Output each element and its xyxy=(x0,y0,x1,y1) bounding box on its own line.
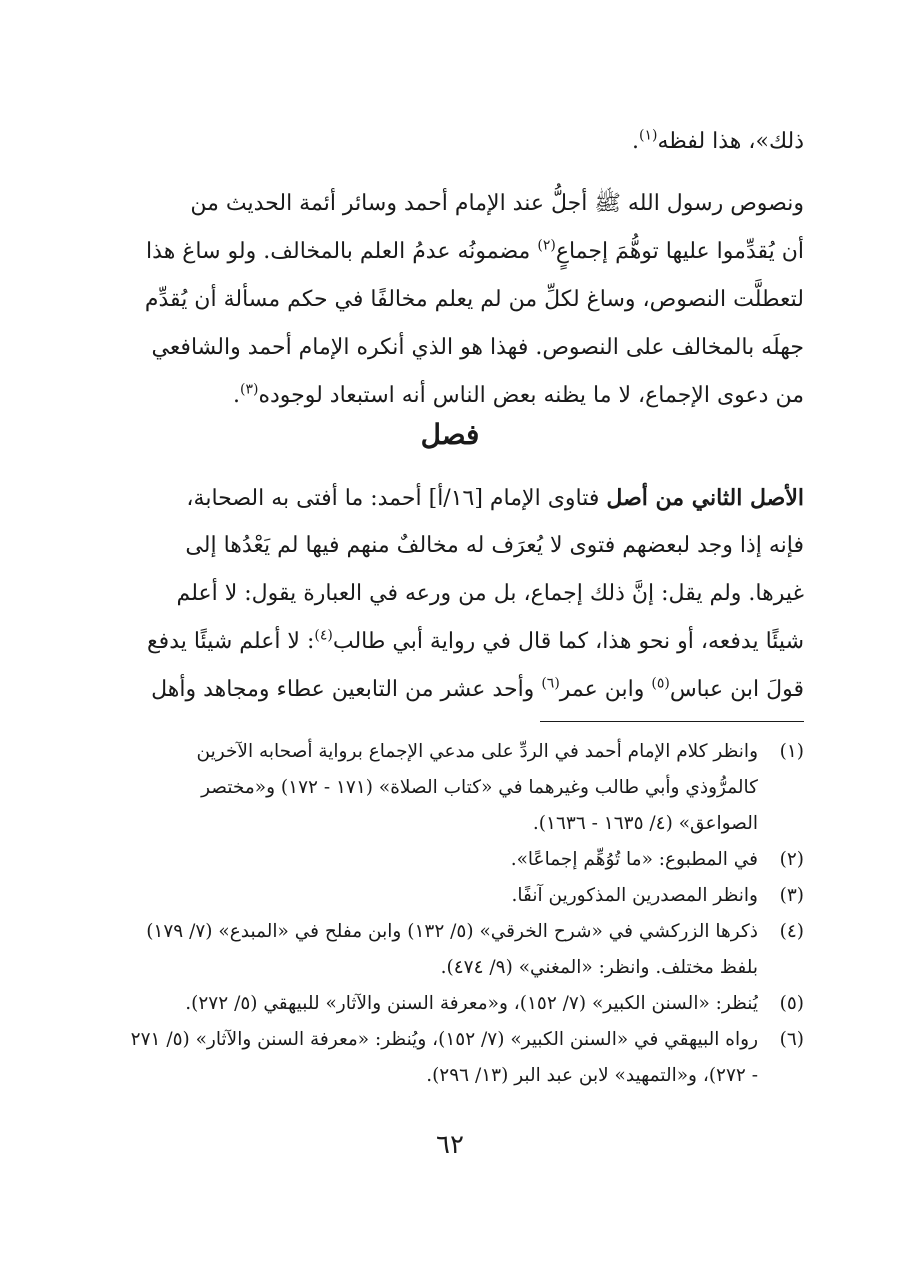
footnote-1 xyxy=(100,734,804,842)
text-line: جهلَه بالمخالف على النصوص. فهذا هو الذي أنكره الإمام أحمد والشافعي xyxy=(151,335,804,360)
footnote-number: (٢) xyxy=(779,849,804,870)
footnote-number: (٤) xyxy=(779,921,804,942)
footnote-ref: (٣) xyxy=(239,381,259,398)
footnote-ref: (٦) xyxy=(541,675,560,692)
text-line: من دعوى الإجماع، لا ما يظنه بعض الناس أنه استبعاد لوجوده$^{(٣)}$. xyxy=(232,381,804,408)
footnote-6 xyxy=(100,1022,804,1094)
text-line: الأصل الثاني من أصل فتاوى الإمام [١٦/أ] أحمد: ما أفتى به الصحابة، xyxy=(186,485,804,511)
text-line: ونصوص رسول الله ﷺ أجلُّ عند الإمام أحمد وسائر أئمة الحديث من xyxy=(190,191,804,216)
footnote-2 xyxy=(100,842,804,878)
footnote-text: يُنظر: «السنن الكبير» (٧/ ١٥٢)، و«معرفة السنن والآثار» للبيهقي (٥/ ٢٧٢). xyxy=(185,993,758,1014)
footnote-text: في المطبوع: «ما تُوُهِّم إجماعًا». xyxy=(510,849,758,870)
paragraph-continuation xyxy=(100,118,804,166)
footnote-text: وانظر كلام الإمام أحمد في الردِّ على مدعي الإجماع برواية أصحابه الآخرين xyxy=(196,741,758,762)
footnote-ref: (٤) xyxy=(314,627,333,644)
footnote-ref: (٥) xyxy=(651,675,670,692)
page-number: ٦٢ xyxy=(436,1130,464,1160)
footnote-text: الصواعق» (٤/ ١٦٣٥ - ١٦٣٦). xyxy=(532,813,758,834)
footnote-text: بلفظ مختلف. وانظر: «المغني» (٩/ ٤٧٤). xyxy=(440,957,758,978)
footnote-separator xyxy=(540,721,804,722)
footnotes xyxy=(100,734,804,1094)
text-line: فإنه إذا وجد لبعضهم فتوى لا يُعرَف له مخالفٌ منهم فيها لم يَعْدُها إلى xyxy=(185,533,804,558)
paragraph-texts-consensus xyxy=(100,180,804,420)
footnote-number: (١) xyxy=(779,741,804,762)
text-line: قولَ ابن عباس$^{(٥)}$ وابن عمر$^{(٦)}$ وأحد عشر من التابعين عطاء ومجاهد وأهل xyxy=(151,675,804,702)
footnote-text: كالمرُّوذي وأبي طالب وغيرهما في «كتاب الصلاة» (١٧١ - ١٧٢) و«مختصر xyxy=(201,777,758,798)
footnote-ref: (١) xyxy=(639,127,658,144)
text-line: أن يُقدِّموا عليها توهُّمَ إجماعٍ$^{(٢)}$ مضمونُه عدمُ العلم بالمخالف. ولو ساغ هذا xyxy=(146,237,804,264)
footnote-number: (٦) xyxy=(779,1029,804,1050)
text-line: ذلك»، هذا لفظه$^{(١)}$. xyxy=(632,127,804,154)
section-heading: فصل xyxy=(420,418,480,451)
footnote-ref: (٢) xyxy=(537,237,556,254)
text-line: شيئًا يدفعه، أو نحو هذا، كما قال في رواية أبي طالب$^{(٤)}$: لا أعلم شيئًا يدفع xyxy=(146,627,804,654)
footnote-text: رواه البيهقي في «السنن الكبير» (٧/ ١٥٢)، ويُنظر: «معرفة السنن والآثار» (٥/ ٢٧١ xyxy=(130,1029,758,1050)
footnote-text: ذكرها الزركشي في «شرح الخرقي» (٥/ ١٣٢) وابن مفلح في «المبدع» (٧/ ١٧٩) xyxy=(146,921,758,942)
footnote-number: (٣) xyxy=(779,885,804,906)
footnote-5 xyxy=(100,986,804,1022)
footnote-text: - ٢٧٢)، و«التمهيد» لابن عبد البر (١٣/ ٢٩٦). xyxy=(426,1065,758,1086)
footnote-text: وانظر المصدرين المذكورين آنفًا. xyxy=(511,885,758,906)
bold-lead: الأصل الثاني من أصل xyxy=(606,485,804,511)
text-line: لتعطلَّت النصوص، وساغ لكلِّ من لم يعلم مخالفًا في حكم مسألة أن يُقدِّم xyxy=(144,287,804,312)
text-line: غيرها. ولم يقل: إنَّ ذلك إجماع، بل من ورعه في العبارة يقول: لا أعلم xyxy=(176,581,804,606)
footnote-3 xyxy=(100,878,804,914)
footnote-number: (٥) xyxy=(779,993,804,1014)
footnote-4 xyxy=(100,914,804,986)
paragraph-second-principle xyxy=(100,474,804,714)
